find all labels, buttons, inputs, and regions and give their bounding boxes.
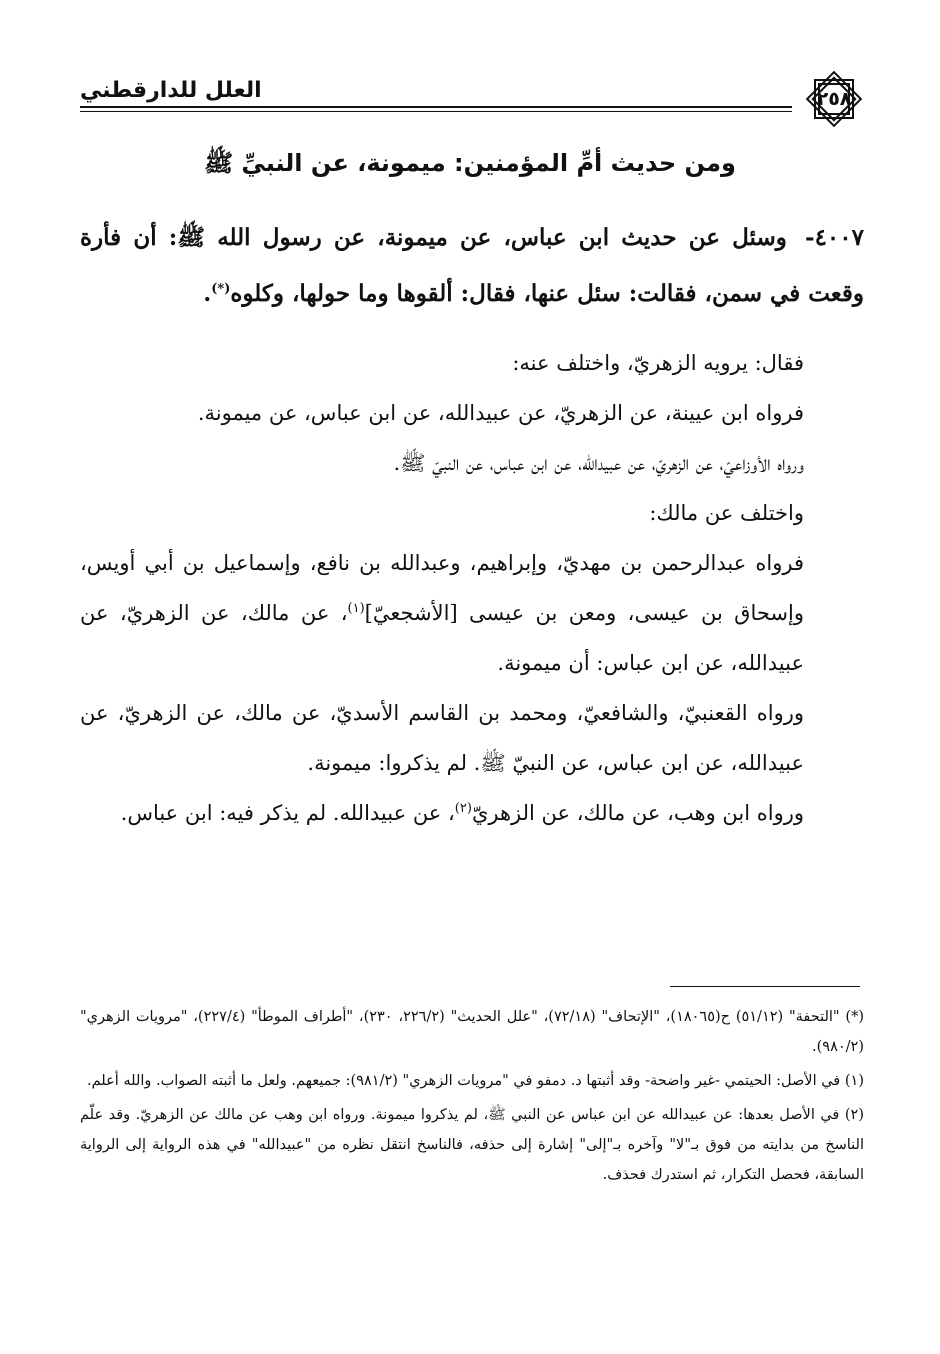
footnote-separator (670, 986, 860, 987)
header-rule (80, 106, 792, 108)
footnote-1 (80, 1066, 864, 1096)
footnote-ref: (١) (347, 601, 365, 616)
page-number: ٢٥٨ (816, 88, 852, 110)
entry-end: . (203, 280, 212, 307)
paragraph: ورواه القعنبيّ، والشافعيّ، ومحمد بن القاسم الأسديّ، عن مالك، عن الزهريّ، عن عبيدالله، عن ابن عباس، عن النبيّ ﷺ. لم يذكروا: ميمونة. (80, 701, 804, 775)
paragraph (80, 788, 864, 838)
footnote-text: "التحفة" (٥١/١٢) ح(١٨٠٦٥)، "الإتحاف" (٧٢/١٨)، "علل الحديث" (٢٢٦/٢، ٢٣٠)، "أطراف الموطأ" (٢٢٧/٤)، "مرويات الزهري" (٩٨٠/٢). (80, 1009, 864, 1055)
commentary (80, 338, 864, 838)
paragraph-text: ورواه ابن وهب، عن مالك، عن الزهريّ (471, 801, 804, 825)
footnote-ref: (٢) (454, 801, 472, 816)
header-rule-thin (80, 111, 792, 112)
footnote-label: (*) (845, 1009, 864, 1025)
entry-question (80, 210, 864, 322)
paragraph-text: فرواه عبدالرحمن بن مهديّ، وإبراهيم، وعبدالله بن نافع، وإسماعيل بن أبي أويس، وإسحاق بن عيسى، ومعن بن عيسى [الأشجعيّ] (80, 551, 805, 625)
paragraph-text: ، عن مالك، عن الزهريّ، عن عبيدالله، عن ابن عباس: أن ميمونة. (80, 601, 804, 675)
paragraph-text: ، عن عبيدالله. لم يذكر فيه: ابن عباس. (120, 801, 455, 825)
footnote-star (80, 1002, 864, 1062)
footnote-text: في الأصل: الحيتمي -غير واضحة- وقد أثبتها د. دمفو في "مرويات الزهري" (٩٨١/٢): جميعهم. ولعل ما أثبته الصواب. والله أعلم. (87, 1073, 841, 1089)
paragraph: فرواه ابن عيينة، عن الزهريّ، عن عبيدالله، عن ابن عباس، عن ميمونة. (197, 401, 804, 425)
page-header (80, 68, 865, 130)
paragraph: واختلف عن مالك: (649, 501, 804, 525)
paragraph: فقال: يرويه الزهريّ، واختلف عنه: (512, 351, 804, 375)
paragraph (80, 538, 864, 688)
entry-number: ٤٠٠٧- (805, 224, 864, 251)
entry-footnote-marker: (*) (211, 281, 231, 297)
footnotes (80, 1002, 864, 1194)
footnote-text: في الأصل بعدها: عن عبيدالله عن ابن عباس عن النبي ﷺ، لم يذكروا ميمونة. ورواه ابن وهب عن مالك عن الزهريّ. وقد علّم الناسخ من بدايته من فوق بـ"لا" وآخره بـ"إلى" إشارة إلى حذفه، فالناسخ انتقل نظره من "عبيدالله" في هذه الرواية إلى الرواية السابقة، فحصل التكرار، ثم استدرك فحذف. (80, 1107, 864, 1183)
entry-text: وسئل عن حديث ابن عباس، عن ميمونة، عن رسول الله ﷺ: أن فأرة وقعت في سمن، فقالت: سئل عنها، فقال: ألقوها وما حولها، وكلوه (80, 224, 864, 307)
footnote-label: (٢) (844, 1107, 865, 1123)
footnote-label: (١) (844, 1073, 864, 1089)
footnote-2 (80, 1100, 864, 1190)
paragraph: ورواه الأوزاعيّ، عن الزهريّ، عن عبيدالله، عن ابن عباس، عن النبيّ ﷺ. (393, 451, 804, 475)
section-heading: ومن حديث أمِّ المؤمنين: ميمونة، عن النبيِّ ﷺ (204, 149, 736, 177)
running-title: العلل للدارقطني (80, 78, 262, 103)
